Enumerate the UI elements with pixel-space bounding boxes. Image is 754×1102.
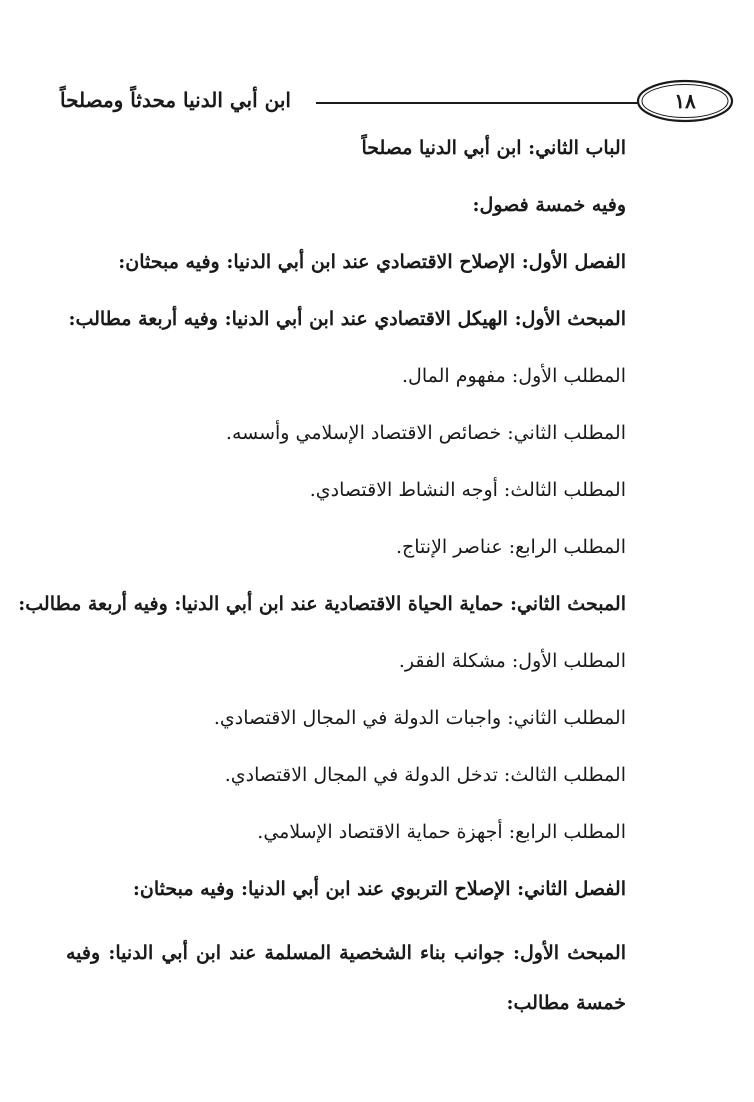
toc-line: المطلب الأول: مفهوم المال. — [401, 365, 626, 387]
toc-line: وفيه خمسة فصول: — [472, 194, 626, 216]
page-header — [60, 76, 696, 126]
toc-line: المطلب الثالث: أوجه النشاط الاقتصادي. — [309, 479, 626, 501]
toc-line: المطلب الرابع: عناصر الإنتاج. — [395, 536, 626, 558]
running-title: ابن أبي الدنيا محدثاً ومصلحاً — [60, 88, 291, 112]
toc-line: الفصل الأول: الإصلاح الاقتصادي عند ابن أبي الدنيا: وفيه مبحثان: — [118, 251, 626, 273]
header-rule — [316, 102, 638, 104]
toc-line: المطلب الثاني: خصائص الاقتصاد الإسلامي وأسسه. — [225, 422, 626, 444]
toc-line: الباب الثاني: ابن أبي الدنيا مصلحاً — [361, 137, 626, 159]
toc-line: المبحث الثاني: حماية الحياة الاقتصادية عند ابن أبي الدنيا: وفيه أربعة مطالب: — [18, 593, 626, 615]
toc-line: المطلب الثالث: تدخل الدولة في المجال الاقتصادي. — [224, 764, 626, 786]
page-number: ١٨ — [674, 89, 696, 113]
toc-line: المطلب الثاني: واجبات الدولة في المجال الاقتصادي. — [213, 707, 626, 729]
toc-line: الفصل الثاني: الإصلاح التربوي عند ابن أبي الدنيا: وفيه مبحثان: — [132, 878, 626, 900]
page-number-badge — [635, 78, 735, 124]
toc-line: المطلب الأول: مشكلة الفقر. — [398, 650, 626, 672]
toc-line: المبحث الأول: جوانب بناء الشخصية المسلمة عند ابن أبي الدنيا: وفيه خمسة مطالب: — [66, 942, 626, 1014]
toc-line: المطلب الرابع: أجهزة حماية الاقتصاد الإسلامي. — [257, 821, 626, 843]
table-of-contents — [18, 130, 626, 1028]
toc-line: المبحث الأول: الهيكل الاقتصادي عند ابن أبي الدنيا: وفيه أربعة مطالب: — [68, 308, 626, 330]
